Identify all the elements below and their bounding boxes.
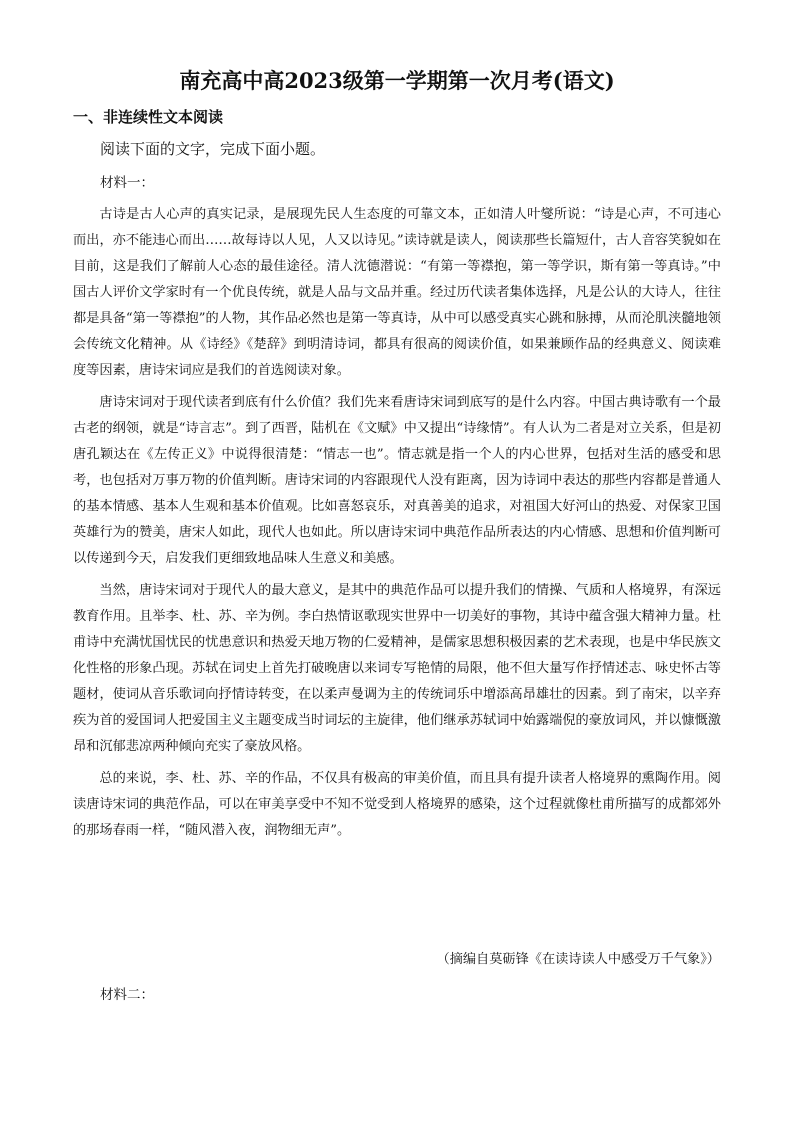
material-one-label: 材料一：	[100, 175, 154, 191]
paragraph: 总的来说，李、杜、苏、辛的作品，不仅具有极高的审美价值，而且具有提升读者人格境界的熏陶作用。阅读唐诗宋词的典范作品，可以在审美享受中不知不觉受到人格境界的感染，这个过程就像杜甫所描写的成都郊外的那场春雨一样，“随风潜入夜，润物细无声”。	[73, 771, 721, 838]
paragraph: 古诗是古人心声的真实记录，是展现先民人生态度的可靠文本，正如清人叶燮所说：“诗是心声，不可违心而出，亦不能违心而出……故每诗以人见，人又以诗见。”读诗就是读人，阅读那些长篇短什，古人音容笑貌如在目前，这是我们了解前人心态的最佳途径。清人沈德潜说：“有第一等襟抱，第一等学识，斯有第一等真诗。”中国古人评价文学家时有一个优良传统，就是人品与文品并重。经过历代读者集体选择，凡是公认的大诗人，往往都是具备“第一等襟抱”的人物，其作品必然也是第一等真诗，从中可以感受真实心跳和脉搏，从而沦肌浃髓地领会传统文化精神。从《诗经》《楚辞》到明清诗词，都具有很高的阅读价值，如果兼顾作品的经典意义、阅读难度等因素，唐诗宋词应是我们的首选阅读对象。	[73, 207, 721, 378]
section-heading: 一、非连续性文本阅读	[73, 108, 224, 126]
exam-title: 南充高中高2023级第一学期第一次月考(语文)	[179, 68, 615, 93]
source-citation: （摘编自莫砺锋《在读诗读人中感受万千气象》）	[436, 952, 720, 967]
paragraph: 当然，唐诗宋词对于现代人的最大意义，是其中的典范作品可以提升我们的情操、气质和人格境界，有深远教育作用。且举李、杜、苏、辛为例。李白热情讴歌现实世界中一切美好的事物，其诗中蕴含强大精神力量。杜甫诗中充满忧国忧民的忧患意识和热爱天地万物的仁爱精神，是儒家思想积极因素的艺术表现，也是中华民族文化性格的形象凸现。苏轼在词史上首先打破晚唐以来词专写艳情的局限，他不但大量写作抒情述志、咏史怀古等题材，使词从音乐歌词向抒情诗转变，在以柔声曼调为主的传统词乐中增添高昂雄壮的因素。到了南宋，以辛弃疾为首的爱国词人把爱国主义主题变成当时词坛的主旋律，他们继承苏轼词中始露端倪的豪放词风，并以慷慨激昂和沉郁悲凉两种倾向充实了豪放风格。	[73, 583, 721, 754]
material-one-body	[73, 202, 721, 844]
paragraph: 唐诗宋词对于现代读者到底有什么价值？我们先来看唐诗宋词到底写的是什么内容。中国古典诗歌有一个最古老的纲领，就是“诗言志”。到了西晋，陆机在《文赋》中又提出“诗缘情”。有人认为二者是对立关系，但是初唐孔颖达在《左传正义》中说得很清楚：“情志一也”。情志就是指一个人的内心世界，包括对生活的感受和思考，也包括对万事万物的价值判断。唐诗宋词的内容跟现代人没有距离，因为诗词中表达的那些内容都是普通人的基本情感、基本人生观和基本价值观。比如喜怒哀乐，对真善美的追求，对祖国大好河山的热爱、对保家卫国英雄行为的赞美，唐宋人如此，现代人也如此。所以唐诗宋词中典范作品所表达的内心情感、思想和价值判断可以传递到今天，启发我们更细致地品味人生意义和美感。	[73, 395, 721, 566]
material-two-label: 材料二：	[100, 987, 154, 1003]
reading-instruction: 阅读下面的文字，完成下面小题。	[100, 140, 326, 158]
